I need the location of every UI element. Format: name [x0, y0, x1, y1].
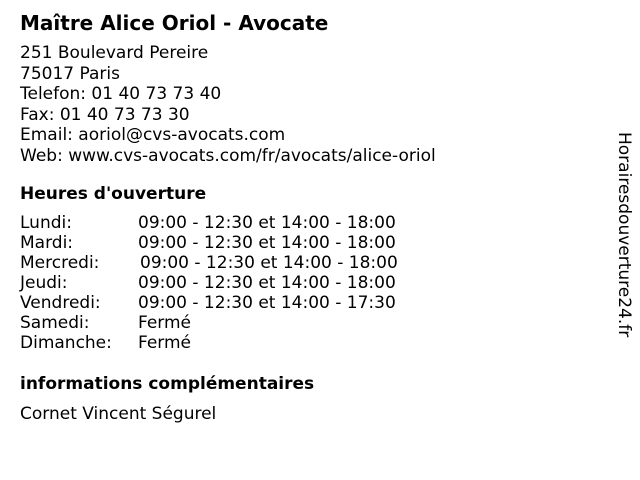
hours-row-tuesday	[20, 233, 440, 253]
hours-heading: Heures d'ouverture	[20, 184, 207, 204]
email-address[interactable]: Email: aoriol@cvs-avocats.com	[20, 125, 286, 145]
hours-row-monday	[20, 213, 440, 233]
hours-row-thursday	[20, 273, 440, 293]
day-label: Vendredi:	[20, 293, 101, 313]
website-link[interactable]: Web: www.cvs-avocats.com/fr/avocats/alice-oriol	[20, 145, 436, 166]
contact-block	[20, 43, 436, 166]
day-label: Lundi:	[20, 213, 72, 233]
fax-number: Fax: 01 40 73 73 30	[20, 104, 190, 125]
time-value: 09:00 - 12:30 et 14:00 - 17:30	[138, 293, 396, 313]
time-value: 09:00 - 12:30 et 14:00 - 18:00	[140, 253, 398, 273]
hours-row-sunday	[20, 333, 440, 353]
time-value: 09:00 - 12:30 et 14:00 - 18:00	[138, 213, 396, 233]
site-brand: Horairesdouverture24.fr	[614, 132, 634, 338]
time-value: 09:00 - 12:30 et 14:00 - 18:00	[138, 273, 396, 293]
time-value: 09:00 - 12:30 et 14:00 - 18:00	[138, 233, 396, 253]
page-title: Maître Alice Oriol - Avocate	[20, 11, 329, 35]
time-value: Fermé	[138, 313, 192, 333]
street-address: 251 Boulevard Pereire	[20, 43, 209, 63]
time-value: Fermé	[138, 333, 192, 353]
phone-number[interactable]: Telefon: 01 40 73 73 40	[20, 84, 222, 104]
day-label: Dimanche:	[20, 333, 112, 353]
day-label: Jeudi:	[20, 273, 68, 293]
city-address: 75017 Paris	[20, 63, 120, 84]
hours-row-friday	[20, 293, 440, 313]
day-label: Mercredi:	[20, 253, 100, 273]
additional-info-heading: informations complémentaires	[20, 374, 315, 394]
day-label: Samedi:	[20, 313, 90, 333]
opening-hours-table	[20, 213, 440, 353]
hours-row-saturday	[20, 313, 440, 333]
day-label: Mardi:	[20, 233, 74, 253]
hours-row-wednesday	[20, 253, 440, 273]
additional-info-text: Cornet Vincent Ségurel	[20, 404, 217, 424]
